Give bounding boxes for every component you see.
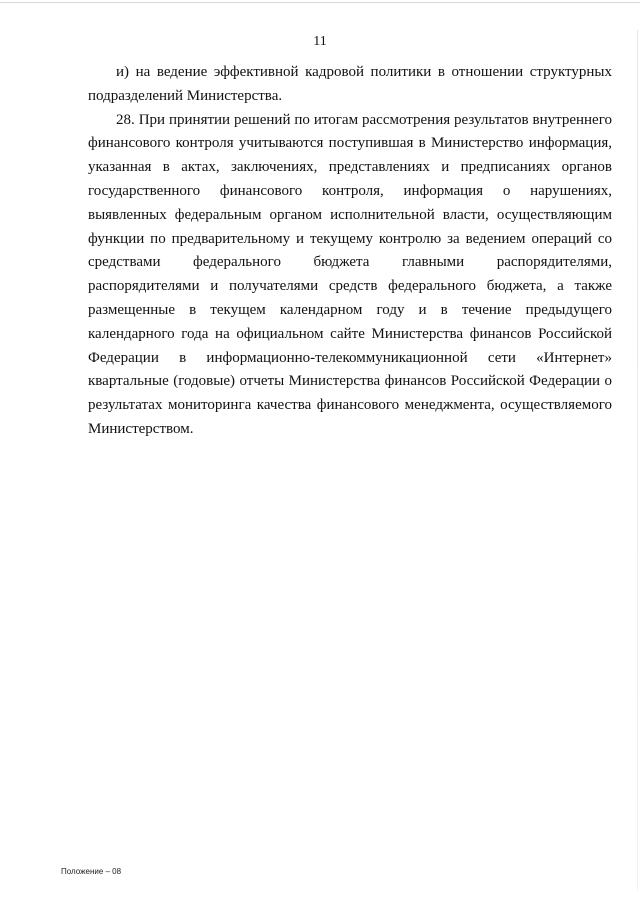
scan-border-right bbox=[637, 30, 638, 890]
paragraph-28: 28. При принятии решений по итогам рассмотрения результатов внутреннего финансового контроля учитываются поступившая в Министерство информация, указанная в актах, заключениях, представлениях и предписаниях органов государственного финансового контроля, информация о нарушениях, выявленных федеральным органом исполнительной власти, осуществляющим функции по предварительному и текущему контролю за ведением операций со средствами федерального бюджета главными распорядителями, распорядителями и получателями средств федерального бюджета, а также размещенные в текущем календарном году и в течение предыдущего календарного года на официальном сайте Министерства финансов Российской Федерации в информационно-телекоммуникационной сети «Интернет» квартальные (годовые) отчеты Министерства финансов Российской Федерации о результатах мониторинга качества финансового менеджмента, осуществляемого Министерством. bbox=[88, 111, 612, 437]
footer-document-code: Положение – 08 bbox=[61, 867, 122, 876]
page-number: 11 bbox=[313, 34, 327, 49]
scan-border-top bbox=[0, 2, 640, 3]
paragraph-item-i: и) на ведение эффективной кадровой политики в отношении структурных подразделений Министерства. bbox=[88, 64, 612, 104]
document-body bbox=[88, 61, 612, 442]
